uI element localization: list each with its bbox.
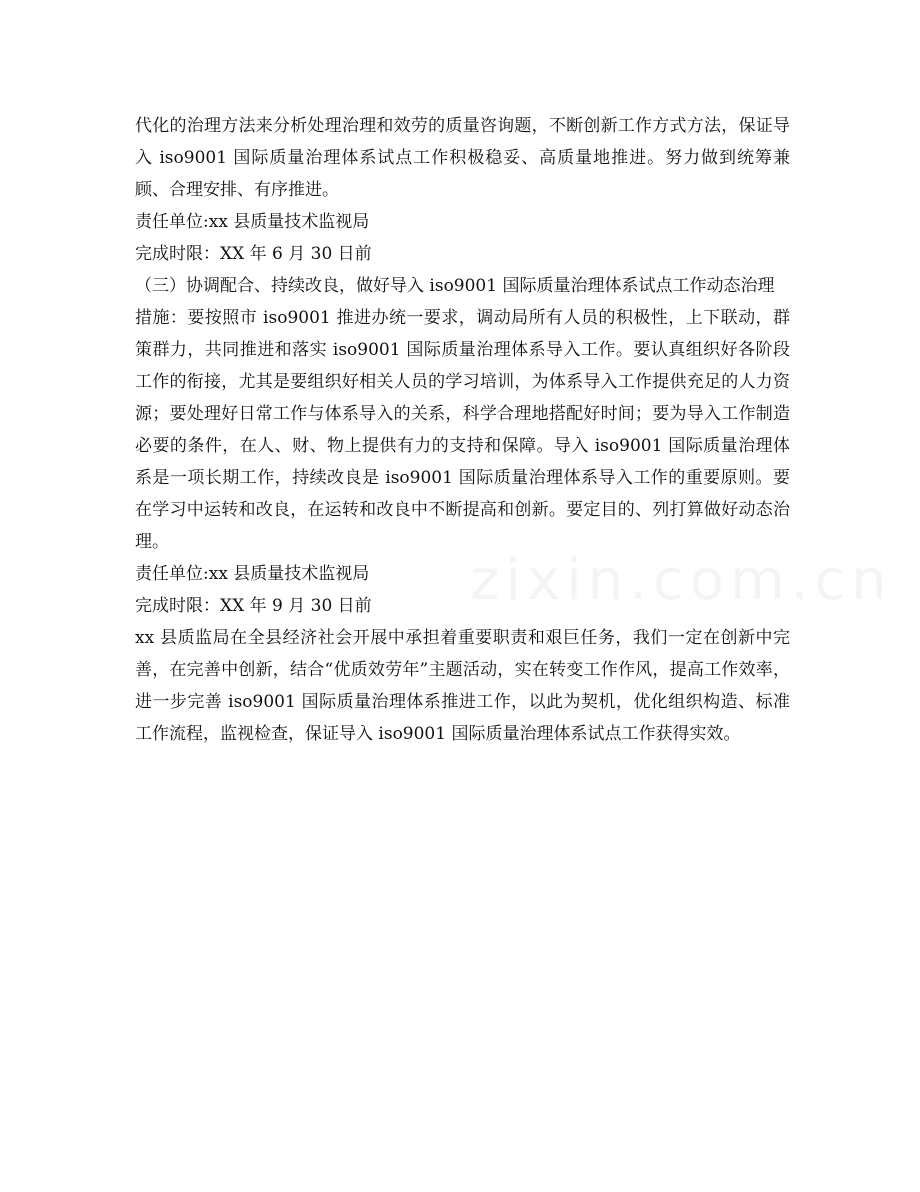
deadline-1: 完成时限：XX 年 6 月 30 日前 bbox=[135, 244, 372, 264]
closing-paragraph: xx 县质监局在全县经济社会开展中承担着重要职责和艰巨任务，我们一定在创新中完善，在完善中创新，结合“优质效劳年”主题活动，实在转变工作作风，提高工作效率，进一步完善 iso9001 国际质量治理体系推进工作，以此为契机，优化组织构造、标准工作流程，监视检查，保证导入 iso9001 国际质量治理体系试点工作获得实效。 bbox=[135, 628, 790, 744]
section-heading-3: （三）协调配合、持续改良，做好导入 iso9001 国际质量治理体系试点工作动态治理 bbox=[135, 276, 775, 296]
responsible-unit-2: 责任单位:xx 县质量技术监视局 bbox=[135, 564, 370, 584]
responsible-unit-1: 责任单位:xx 县质量技术监视局 bbox=[135, 212, 370, 232]
measures-paragraph: 措施：要按照市 iso9001 推进办统一要求，调动局所有人员的积极性，上下联动，群策群力，共同推进和落实 iso9001 国际质量治理体系导入工作。要认真组织好各阶段工作的衔接，尤其是要组织好相关人员的学习培训，为体系导入工作提供充足的人力资源；要处理好日常工作与体系导入的关系，科学合理地搭配好时间；要为导入工作制造必要的条件，在人、财、物上提供有力的支持和保障。导入 iso9001 国际质量治理体系是一项长期工作，持续改良是 iso9001 国际质量治理体系导入工作的重要原则。要在学习中运转和改良，在运转和改良中不断提高和创新。要定目的、列打算做好动态治理。 bbox=[135, 308, 790, 552]
document-body bbox=[135, 110, 790, 750]
deadline-2: 完成时限：XX 年 9 月 30 日前 bbox=[135, 596, 372, 616]
paragraph-continuation: 代化的治理方法来分析处理治理和效劳的质量咨询题，不断创新工作方式方法，保证导入 iso9001 国际质量治理体系试点工作积极稳妥、高质量地推进。努力做到统筹兼顾、合理安排、有序推进。 bbox=[135, 116, 790, 200]
